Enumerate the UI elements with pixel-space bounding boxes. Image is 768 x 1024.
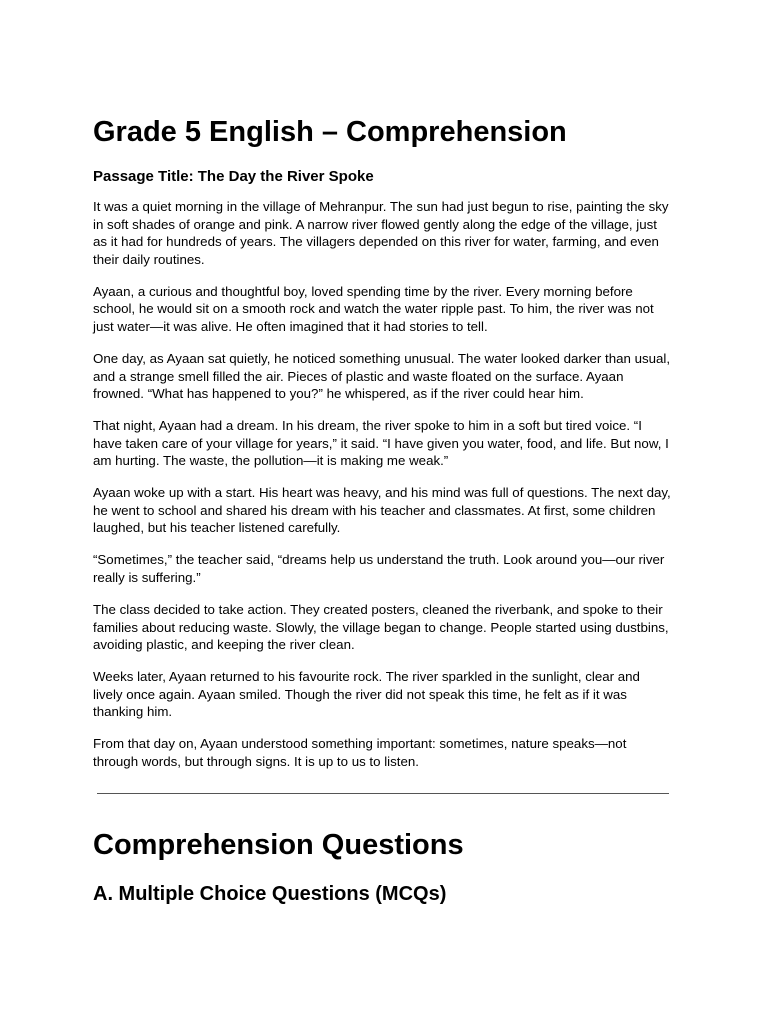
passage-paragraph-5: Ayaan woke up with a start. His heart was heavy, and his mind was full of questions. The next day, he went to school and shared his dream with his teacher and classmates. At first, some children laughed, but his teacher listened carefully. [93, 485, 671, 536]
passage-title: Passage Title: The Day the River Spoke [93, 168, 374, 185]
questions-heading: Comprehension Questions [93, 828, 464, 861]
document-title: Grade 5 English – Comprehension [93, 116, 567, 148]
passage-paragraph-2: Ayaan, a curious and thoughtful boy, loved spending time by the river. Every morning before school, he would sit on a smooth rock and watch the water ripple past. To him, the river was not just water—it was alive. He often imagined that it had stories to tell. [93, 283, 654, 334]
passage-paragraph-6: “Sometimes,” the teacher said, “dreams help us understand the truth. Look around you—our river really is suffering.” [93, 552, 665, 586]
passage-paragraph-3: One day, as Ayaan sat quietly, he noticed something unusual. The water looked darker than usual, and a strange smell filled the air. Pieces of plastic and waste floated on the surface. Ayaan frowned. “What has happened to you?” he whispered, as if the river could hear him. [93, 350, 671, 402]
passage-paragraph-9: From that day on, Ayaan understood something important: sometimes, nature speaks—not through words, but through signs. It is up to us to listen. [93, 736, 627, 769]
mcq-heading: A. Multiple Choice Questions (MCQs) [93, 882, 447, 905]
passage-paragraph-1: It was a quiet morning in the village of Mehranpur. The sun had just begun to rise, painting the sky in soft shades of orange and pink. A narrow river flowed gently along the edge of the village, just as it had for hundreds of years. The villagers depended on this river for water, farming, and even their daily routines. [93, 199, 669, 267]
passage-paragraph-8: Weeks later, Ayaan returned to his favourite rock. The river sparkled in the sunlight, clear and lively once again. Ayaan smiled. Though the river did not speak this time, he felt as if it was thanking him. [93, 669, 640, 720]
passage-paragraph-7: The class decided to take action. They created posters, cleaned the riverbank, and spoke to their families about reducing waste. Slowly, the village began to change. People started using dustbins, avoiding plastic, and keeping the river clean. [93, 602, 669, 653]
passage-paragraph-4: That night, Ayaan had a dream. In his dream, the river spoke to him in a soft but tired voice. “I have taken care of your village for years,” it said. “I have given you water, food, and life. But now, I am hurting. The waste, the pollution—it is making me weak.” [93, 418, 669, 469]
section-divider [97, 793, 669, 794]
